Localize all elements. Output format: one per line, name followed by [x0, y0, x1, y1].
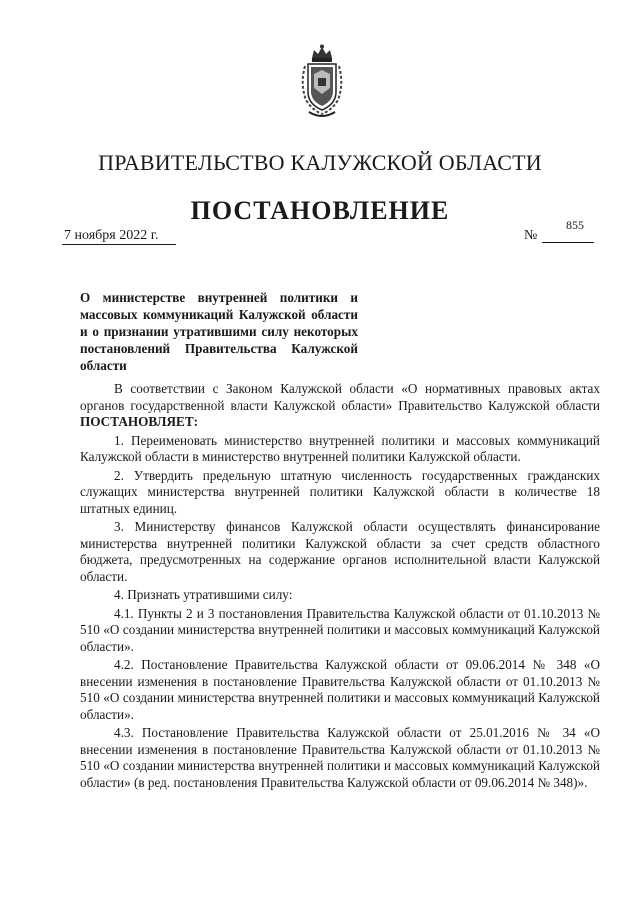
- paragraph-1: 1. Переименовать министерство внутренней политики и массовых коммуникаций Калужской области в министерство внутренней политики Калужской области.: [80, 432, 600, 464]
- document-date: 7 ноября 2022 г.: [62, 228, 176, 245]
- paragraph-3: 3. Министерству финансов Калужской области осуществлять финансирование министерства внутренней политики Калужской области за счет средств областного бюджета, предусмотренных на содержание органов исполнительной власти Калужской области.: [80, 519, 600, 584]
- government-title: ПРАВИТЕЛЬСТВО КАЛУЖСКОЙ ОБЛАСТИ: [98, 150, 542, 175]
- number-underline: [542, 242, 594, 243]
- decree-word: ПОСТАНОВЛЯЕТ:: [80, 414, 199, 429]
- paragraph-4: 4. Признать утратившими силу:: [114, 587, 293, 602]
- number-sign: №: [524, 228, 538, 243]
- document-number: [524, 218, 596, 243]
- preamble-text: В соответствии с Законом Калужской области «О нормативных правовых актах органов государственной власти Калужской области» Правительство Калужской области: [80, 381, 600, 413]
- preamble-paragraph: [80, 381, 600, 431]
- number-value: 855: [566, 218, 584, 232]
- document-subject: О министерстве внутренней политики и массовых коммуникаций Калужской области и о признании утратившими силу некоторых постановлений Правительства Калужской области: [80, 290, 358, 373]
- paragraph-4-3: 4.3. Постановление Правительства Калужской области от 25.01.2016 № 34 «О внесении изменения в постановление Правительства Калужской области от 01.10.2013 № 510 «О создании министерства внутренней политики и массовых коммуникаций Калужской области» (в ред. постановления Правительства Калужской области от 09.06.2014 № 348)».: [80, 725, 600, 790]
- coat-of-arms-icon: [299, 44, 345, 120]
- document-type-title: ПОСТАНОВЛЕНИЕ: [190, 196, 450, 225]
- paragraph-4-1: 4.1. Пункты 2 и 3 постановления Правительства Калужской области от 01.10.2013 № 510 «О создании министерства внутренней политики и массовых коммуникаций Калужской области».: [80, 605, 600, 654]
- paragraph-2: 2. Утвердить предельную штатную численность государственных гражданских служащих министерства внутренней политики Калужской области в количестве 18 штатных единиц.: [80, 467, 600, 516]
- paragraph-4-2: 4.2. Постановление Правительства Калужской области от 09.06.2014 № 348 «О внесении изменения в постановление Правительства Калужской области от 01.10.2013 № 510 «О создании министерства внутренней политики и массовых коммуникаций Калужской области».: [80, 657, 600, 722]
- document-body: [80, 381, 600, 791]
